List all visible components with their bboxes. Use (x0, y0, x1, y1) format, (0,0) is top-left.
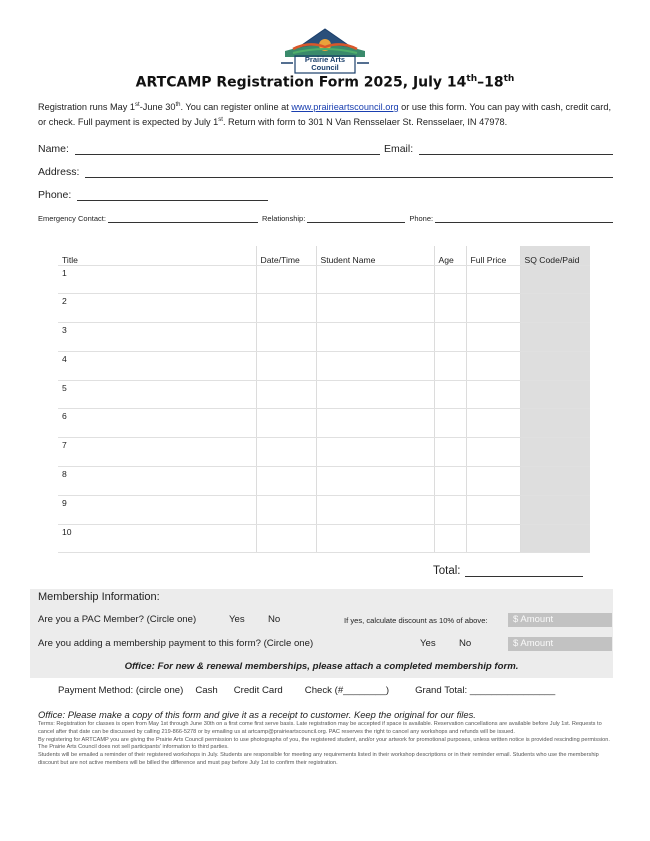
age-cell[interactable] (434, 294, 466, 323)
membership-title: Membership Information: (38, 591, 160, 603)
terms-paragraph-2: By registering for ARTCAMP you are giving the Prairie Arts Council permission to use photographs of you, the registered student, and/or your artwork for promotional purposes, unless written notice is provided rescinding permission. The Prairie Arts Council does not sell participants' information to third parties. (38, 736, 610, 751)
col-full-price-header: Full Price (466, 246, 520, 265)
datetime-cell[interactable] (256, 495, 316, 524)
datetime-cell[interactable] (256, 323, 316, 352)
title-cell[interactable]: 8 (58, 467, 256, 496)
student-name-cell[interactable] (316, 524, 434, 553)
relationship-label: Relationship: (261, 214, 306, 223)
col-age-header: Age (434, 246, 466, 265)
sq-code-cell[interactable] (520, 495, 590, 524)
table-row (58, 351, 590, 380)
logo-text-line1: Prairie Arts (304, 55, 346, 64)
total-row (433, 565, 583, 577)
table-row (58, 294, 590, 323)
full-price-cell[interactable] (466, 524, 520, 553)
title-cell[interactable]: 10 (58, 524, 256, 553)
payment-method-row (58, 685, 555, 696)
title-sup-1: th (466, 74, 478, 84)
phone-field[interactable] (77, 189, 268, 201)
membership-no-option[interactable]: No (459, 638, 472, 649)
student-name-cell[interactable] (316, 438, 434, 467)
relationship-field[interactable] (307, 214, 405, 223)
table-row (58, 438, 590, 467)
payment-cash-option[interactable]: Cash (195, 685, 218, 696)
title-cell[interactable]: 5 (58, 380, 256, 409)
office-membership-note: Office: For new & renewal memberships, please attach a completed membership form. (124, 661, 519, 672)
col-title-header: Title (58, 246, 256, 265)
address-field[interactable] (85, 166, 613, 178)
student-name-cell[interactable] (316, 409, 434, 438)
pac-member-question: Are you a PAC Member? (Circle one) (38, 614, 197, 625)
full-price-cell[interactable] (466, 409, 520, 438)
payment-method-label: Payment Method: (circle one) (58, 685, 184, 696)
title-dash: –18 (477, 74, 504, 91)
student-name-cell[interactable] (316, 265, 434, 294)
intro-text-5: . Return with form to 301 N Van Rensselaer St. Rensselaer, IN 47978. (222, 117, 508, 128)
datetime-cell[interactable] (256, 380, 316, 409)
datetime-cell[interactable] (256, 351, 316, 380)
age-cell[interactable] (434, 495, 466, 524)
sq-code-cell[interactable] (520, 265, 590, 294)
title-cell[interactable]: 3 (58, 323, 256, 352)
website-link[interactable]: www.prairieartscouncil.org (291, 102, 399, 113)
discount-label: If yes, calculate discount as 10% of above: (344, 616, 488, 625)
intro-text-3: . You can register online at (180, 102, 292, 113)
registration-table (58, 246, 590, 553)
col-sq-code-header: SQ Code/Paid (520, 246, 590, 265)
col-datetime-header: Date/Time (256, 246, 316, 265)
student-name-cell[interactable] (316, 294, 434, 323)
full-price-cell[interactable] (466, 351, 520, 380)
full-price-cell[interactable] (466, 323, 520, 352)
age-cell[interactable] (434, 409, 466, 438)
student-name-cell[interactable] (316, 351, 434, 380)
title-cell[interactable]: 1 (58, 265, 256, 294)
total-label: Total: (433, 565, 461, 577)
terms-paragraph-3: Students will be emailed a reminder of their registered workshops in July. Students are responsible for meeting any requirements listed in their workshop descriptions or in their reminder email. Students who use the membership discount but are not active members will be billed the difference and must pay before July 1st to confirm their registration. (38, 752, 599, 766)
intro-paragraph (38, 99, 618, 129)
table-row (58, 380, 590, 409)
title-cell[interactable]: 2 (58, 294, 256, 323)
sq-code-cell[interactable] (520, 524, 590, 553)
intro-text-4: or use this form. You can pay with cash, credit card, or check. Full payment is expected by July 1 (38, 102, 611, 128)
sq-code-cell[interactable] (520, 323, 590, 352)
prairie-arts-council-logo (279, 27, 371, 75)
col-student-name-header: Student Name (316, 246, 434, 265)
emergency-contact-label: Emergency Contact: (38, 214, 106, 223)
table-row (58, 409, 590, 438)
payment-check-option[interactable]: Check (#________) (304, 685, 390, 696)
table-header-row (58, 246, 590, 265)
table-row (58, 524, 590, 553)
terms-block (38, 721, 618, 768)
email-field[interactable] (419, 143, 613, 155)
age-cell[interactable] (434, 438, 466, 467)
name-field[interactable] (75, 143, 380, 155)
phone-row (38, 187, 613, 201)
age-cell[interactable] (434, 380, 466, 409)
age-cell[interactable] (434, 467, 466, 496)
full-price-cell[interactable] (466, 467, 520, 496)
intro-sup-b: th (175, 102, 181, 108)
full-price-cell[interactable] (466, 495, 520, 524)
datetime-cell[interactable] (256, 467, 316, 496)
table-row (58, 495, 590, 524)
sq-code-cell[interactable] (520, 467, 590, 496)
membership-amount-field[interactable]: $ Amount (508, 637, 612, 651)
age-cell[interactable] (434, 265, 466, 294)
emergency-row (38, 209, 613, 223)
title-sup-2: th (503, 74, 515, 84)
table-row (58, 323, 590, 352)
grand-total-field[interactable]: Grand Total: ________________ (415, 685, 556, 696)
title-text: ARTCAMP Registration Form 2025, July 14 (135, 74, 467, 91)
address-label: Address: (38, 166, 80, 178)
title-cell[interactable]: 4 (58, 351, 256, 380)
pac-no-option[interactable]: No (268, 614, 281, 625)
sq-code-cell[interactable] (520, 409, 590, 438)
sq-code-cell[interactable] (520, 294, 590, 323)
name-label: Name: (38, 143, 69, 155)
emergency-phone-field[interactable] (435, 214, 613, 223)
sq-code-cell[interactable] (520, 380, 590, 409)
age-cell[interactable] (434, 351, 466, 380)
datetime-cell[interactable] (256, 524, 316, 553)
table-row (58, 467, 590, 496)
full-price-cell[interactable] (466, 438, 520, 467)
phone-label: Phone: (38, 189, 72, 201)
email-label: Email: (383, 143, 414, 155)
age-cell[interactable] (434, 323, 466, 352)
emergency-contact-field[interactable] (108, 214, 258, 223)
title-cell[interactable]: 7 (58, 438, 256, 467)
full-price-cell[interactable] (466, 265, 520, 294)
address-row (38, 164, 613, 178)
membership-payment-question: Are you adding a membership payment to this form? (Circle one) (38, 638, 314, 649)
title-cell[interactable]: 6 (58, 409, 256, 438)
payment-credit-card-option[interactable]: Credit Card (233, 685, 283, 696)
full-price-cell[interactable] (466, 380, 520, 409)
datetime-cell[interactable] (256, 294, 316, 323)
intro-sup-c: st (218, 117, 223, 124)
student-name-cell[interactable] (316, 495, 434, 524)
student-name-cell[interactable] (316, 467, 434, 496)
datetime-cell[interactable] (256, 438, 316, 467)
total-field[interactable] (465, 565, 583, 577)
office-copy-note: Office: Please make a copy of this form and give it as a receipt to customer. Keep the original for our files. (38, 709, 476, 720)
title-cell[interactable]: 9 (58, 495, 256, 524)
intro-text-1: Registration runs May 1 (38, 102, 136, 113)
membership-yes-option[interactable]: Yes (420, 638, 436, 649)
datetime-cell[interactable] (256, 409, 316, 438)
datetime-cell[interactable] (256, 265, 316, 294)
sq-code-cell[interactable] (520, 351, 590, 380)
age-cell[interactable] (434, 524, 466, 553)
name-email-row (38, 141, 613, 155)
pac-yes-option[interactable]: Yes (229, 614, 245, 625)
intro-text-2: -June 30 (139, 102, 176, 113)
form-title (0, 74, 650, 91)
full-price-cell[interactable] (466, 294, 520, 323)
student-name-cell[interactable] (316, 323, 434, 352)
emergency-phone-label: Phone: (409, 214, 434, 223)
student-name-cell[interactable] (316, 380, 434, 409)
logo-text-line2: Council (311, 63, 339, 72)
terms-paragraph-1: Terms: Registration for classes is open from May 1st through June 30th on a first come first serve basis. Late registration may be accepted if space is available. Reservation cancellations are available before July 1st. Requests to cancel after that date can be discussed by calling 219-866-5278 or by emailing us at artcamp@prairieartscouncil.org. PAC reserves the right to cancel any workshops and refunds will be issued. (38, 721, 602, 735)
intro-sup-a: st (135, 102, 140, 108)
discount-amount-field[interactable]: $ Amount (508, 613, 612, 627)
sq-code-cell[interactable] (520, 438, 590, 467)
table-row (58, 265, 590, 294)
